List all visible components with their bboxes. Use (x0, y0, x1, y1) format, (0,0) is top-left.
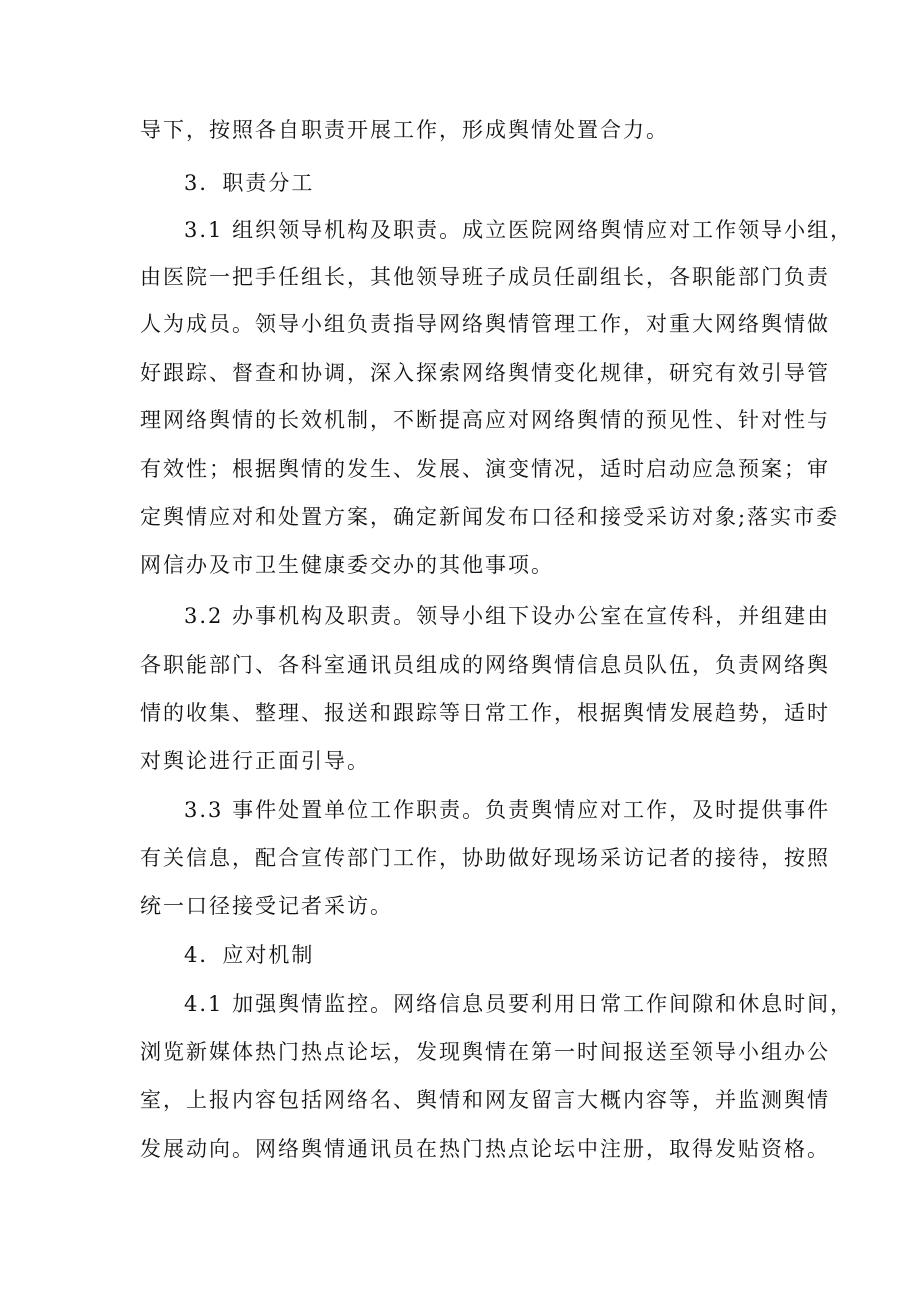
text-line: 定舆情应对和处置方案，确定新闻发布口径和接受采访对象;落实市委 (140, 505, 840, 529)
text-line: 室，上报内容包括网络名、舆情和网友留言大概内容等，并监测舆情 (140, 1088, 830, 1112)
text-line: 有关信息，配合宣传部门工作，协助做好现场采访记者的接待，按照 (140, 846, 830, 870)
text-line: 发展动向。网络舆情通讯员在热门热点论坛中注册，取得发贴资格。 (140, 1137, 830, 1161)
text-line: 3.1 组织领导机构及职责。成立医院网络舆情应对工作领导小组， (184, 218, 854, 242)
text-line: 由医院一把手任组长，其他领导班子成员任副组长，各职能部门负责 (140, 265, 830, 289)
section-heading: 4．应对机制 (184, 943, 315, 967)
text-line: 网信办及市卫生健康委交办的其他事项。 (140, 553, 554, 577)
text-line: 导下，按照各自职责开展工作，形成舆情处置合力。 (140, 118, 669, 142)
text-line: 情的收集、整理、报送和跟踪等日常工作，根据舆情发展趋势，适时 (140, 701, 830, 725)
text-line: 3.2 办事机构及职责。领导小组下设办公室在宣传科，并组建由 (184, 604, 831, 628)
text-line: 人为成员。领导小组负责指导网络舆情管理工作，对重大网络舆情做 (140, 312, 830, 336)
text-line: 好跟踪、督查和协调，深入探索网络舆情变化规律，研究有效引导管 (140, 361, 830, 385)
text-line: 有效性；根据舆情的发生、发展、演变情况，适时启动应急预案；审 (140, 457, 830, 481)
text-line: 统一口径接受记者采访。 (140, 894, 393, 918)
text-line: 3.3 事件处置单位工作职责。负责舆情应对工作，及时提供事件 (184, 798, 831, 822)
text-line: 4.1 加强舆情监控。网络信息员要利用日常工作间隙和休息时间， (184, 992, 854, 1016)
text-line: 理网络舆情的长效机制，不断提高应对网络舆情的预见性、针对性与 (140, 408, 830, 432)
text-line: 浏览新媒体热门热点论坛，发现舆情在第一时间报送至领导小组办公 (140, 1040, 830, 1064)
text-line: 各职能部门、各科室通讯员组成的网络舆情信息员队伍，负责网络舆 (140, 653, 830, 677)
text-line: 对舆论进行正面引导。 (140, 749, 370, 773)
section-heading: 3．职责分工 (184, 171, 315, 195)
